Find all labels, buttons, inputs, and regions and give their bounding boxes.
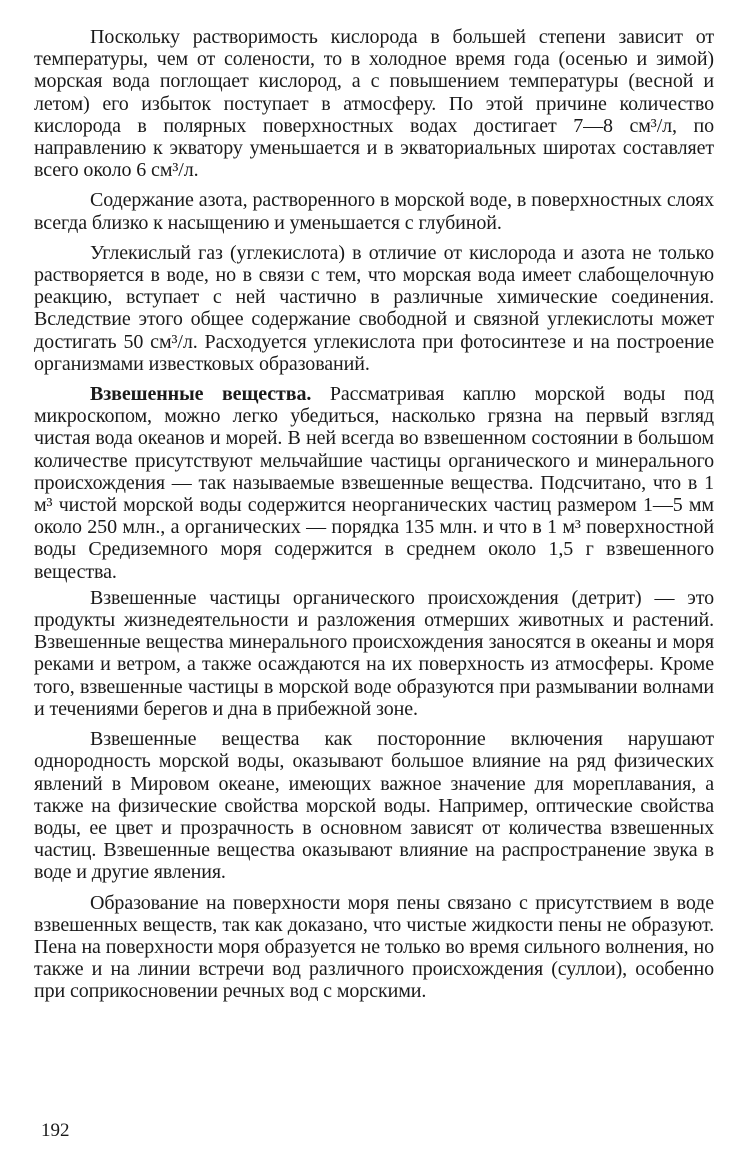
page-number: 192 xyxy=(41,1120,70,1141)
paragraph-oxygen xyxy=(34,26,714,181)
paragraph-text: Углекислый газ (углекислота) в отличие от кислорода и азота не только растворяется в воде, но в связи с тем, что морская вода имеет слабощелочную реакцию, вступает с ней частично в различные химические соединения. Вследствие этого общее содержание свободной и связной углекислоты может достигать 50 см³/л. Расходуется углекислота при фотосинтезе и на построение организмами известковых образований. xyxy=(34,241,714,375)
paragraph-text: Поскольку растворимость кислорода в большей степени зависит от температуры, чем от солености, то в холодное время года (осенью и зимой) морская вода поглощает кислород, а с повышением температуры (весной и летом) его избыток поступает в атмосферу. По этой причине количество кислорода в полярных поверхностных водах достигает 7—8 см³/л, по направлению к экватору уменьшается и в экваториальных широтах составляет всего около 6 см³/л. xyxy=(34,26,714,182)
paragraph-nitrogen xyxy=(34,189,714,233)
paragraph-text: Взвешенные частицы органического происхождения (детрит) — это продукты жизнедеятельности и разложения отмерших животных и растений. Взвешенные вещества минерального происхождения заносятся в океаны и моря реками и ветром, а также осаждаются на их поверхность из атмосферы. Кроме того, взвешенные частицы в морской воде образуются при размывании волнами и течениями берегов и дна в прибежной зоне. xyxy=(34,586,714,720)
paragraph-text: Рассматривая каплю морской воды под микроскопом, можно легко убедиться, насколько грязна на первый взгляд чистая вода океанов и морей. В ней всегда во взвешенном состоянии в большом количестве присутствуют мельчайшие частицы органического и минерального происхождения — так называемые взвешенные вещества. Подсчитано, что в 1 м³ чистой морской воды содержится неорганических частиц размером 1—5 мм около 250 млн., а органических — порядка 135 млн. и что в 1 м³ поверхностной воды Средиземного моря содержится в среднем около 1,5 г взвешенного вещества. xyxy=(34,383,714,583)
section-heading: Взвешенные вещества. xyxy=(90,383,312,406)
paragraph-foam xyxy=(34,892,714,1003)
paragraph-carbon-dioxide xyxy=(34,242,714,375)
paragraph-text: Образование на поверхности моря пены связано с присутствием в воде взвешенных веществ, так как доказано, что чистые жидкости пены не образуют. Пена на поверхности моря образуется не только во время сильного волнения, но также и на линии встречи вод различного происхождения (суллои), особенно при соприкосновении речных вод с морскими. xyxy=(34,891,714,1003)
paragraph-detritus xyxy=(34,587,714,720)
paragraph-suspended-effects xyxy=(34,728,714,883)
page-text-block xyxy=(34,26,714,1011)
paragraph-suspended-matter xyxy=(34,383,714,583)
paragraph-text: Взвешенные вещества как посторонние включения нарушают однородность морской воды, оказывают большое влияние на ряд физических явлений в Мировом океане, имеющих важное значение для мореплавания, а также на физические свойства морской воды. Например, оптические свойства воды, ее цвет и прозрачность в основном зависят от количества взвешенных частиц. Взвешенные вещества оказывают влияние на распространение звука в воде и другие явления. xyxy=(34,728,714,884)
paragraph-text: Содержание азота, растворенного в морской воде, в поверхностных слоях всегда близко к насыщению и уменьшается с глубиной. xyxy=(34,189,714,234)
